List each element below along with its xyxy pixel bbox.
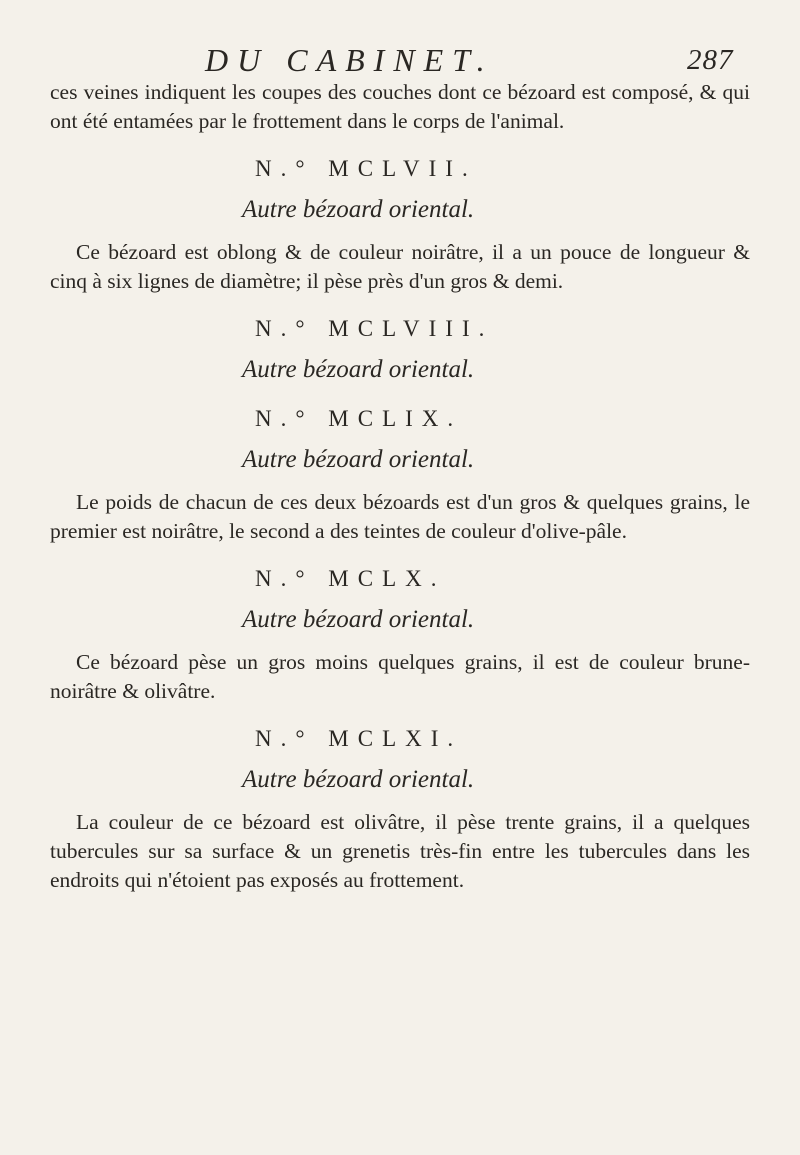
- entry-title: Autre bézoard oriental.: [242, 196, 475, 223]
- page-number: 287: [687, 44, 734, 76]
- entry-number: N.° MCLVIII.: [255, 316, 494, 341]
- body-text: [50, 78, 750, 895]
- running-title: DU CABINET.: [205, 42, 494, 78]
- entry-title: Autre bézoard oriental.: [242, 446, 475, 473]
- entry-title: Autre bézoard oriental.: [242, 356, 475, 383]
- entry-number: N.° MCLX.: [255, 566, 446, 591]
- paragraph: ces veines indiquent les coupes des couches dont ce bézoard est composé, & qui ont été entamées par le frottement dans le corps de l'animal.: [50, 80, 750, 133]
- entry-number: N.° MCLIX.: [255, 406, 463, 431]
- page-header: [0, 42, 800, 82]
- entry-number: N.° MCLXI.: [255, 726, 463, 751]
- paragraph: La couleur de ce bézoard est olivâtre, il pèse trente grains, il a quelques tubercules sur sa surface & un grenetis très-fin entre les tubercules dans les endroits qui n'étoient pas exposés au frottement.: [50, 810, 750, 892]
- paragraph: Ce bézoard pèse un gros moins quelques grains, il est de couleur brune-noirâtre & olivâtre.: [50, 650, 750, 703]
- entry-number: N.° MCLVII.: [255, 156, 477, 181]
- paragraph: Le poids de chacun de ces deux bézoards est d'un gros & quelques grains, le premier est noirâtre, le second a des teintes de couleur d'olive-pâle.: [50, 490, 750, 543]
- entry-title: Autre bézoard oriental.: [242, 766, 475, 793]
- entry-title: Autre bézoard oriental.: [242, 606, 475, 633]
- paragraph: Ce bézoard est oblong & de couleur noirâtre, il a un pouce de longueur & cinq à six lignes de diamètre; il pèse près d'un gros & demi.: [50, 240, 750, 293]
